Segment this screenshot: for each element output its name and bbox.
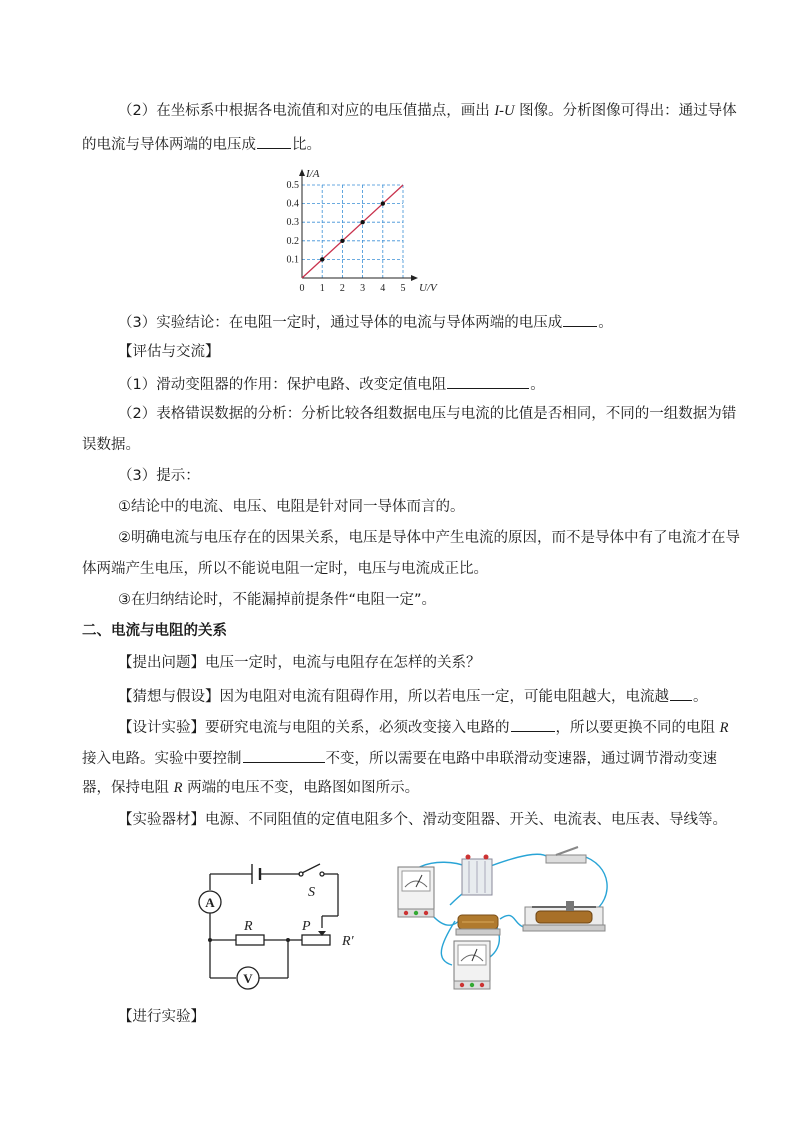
- paragraph-2-line-2: [82, 133, 321, 155]
- y-tick-label: 0.2: [286, 235, 299, 247]
- data-point: [381, 201, 385, 205]
- resistor-label: R: [244, 919, 253, 934]
- text: 电源、不同阻值的定值电阻多个、滑动变阻器、开关、电流表、电压表、导线等。: [205, 812, 727, 828]
- x-tick-label: 4: [380, 283, 386, 294]
- y-tick-label: 0.5: [286, 180, 299, 191]
- answer-blank[interactable]: [511, 716, 555, 732]
- paragraph-2-line-1: [118, 101, 737, 121]
- x-tick-label: 1: [319, 283, 325, 294]
- answer-blank[interactable]: [447, 373, 529, 389]
- text: 接入电路。实验中要控制: [82, 751, 242, 767]
- apparatus-illustration: [380, 845, 620, 995]
- resistor-device: [456, 915, 500, 935]
- text: （3）实验结论：在电阻一定时，通过导体的电流与导体两端的电压成: [118, 315, 563, 331]
- text: （1）滑动变阻器的作用：保护电路、改变定值电阻: [118, 377, 447, 393]
- text: ，所以要更换不同的电阻: [555, 720, 720, 736]
- procedure-heading: 【进行实验】: [118, 1009, 205, 1025]
- slider-label: P: [302, 919, 311, 934]
- text: 两端的电压不变，电路图如图所示。: [182, 780, 420, 796]
- r-symbol: R: [173, 780, 183, 796]
- switch-label: S: [308, 885, 315, 900]
- text: 。: [693, 689, 708, 705]
- tip-3: ③在归纳结论时，不能漏掉前提条件“电阻一定”。: [118, 592, 437, 608]
- chart-series: [302, 185, 403, 278]
- answer-blank[interactable]: [243, 747, 325, 763]
- series-line: [302, 185, 403, 278]
- y-tick-label: 0.4: [286, 198, 299, 210]
- eval-item-2-line-1: （2）表格错误数据的分析：分析比较各组数据电压与电流的比值是否相同，不同的一组数据为错: [118, 406, 737, 422]
- tip-1: ①结论中的电流、电压、电阻是针对同一导体而言的。: [118, 499, 465, 515]
- section-heading: 二、电流与电阻的关系: [82, 623, 227, 639]
- x-tick-label: 2: [339, 283, 345, 294]
- data-point: [360, 220, 364, 224]
- iu-chart: [275, 165, 445, 300]
- answer-blank[interactable]: [257, 133, 291, 149]
- meter-1: [398, 867, 434, 917]
- x-axis-arrow: [411, 275, 418, 281]
- circuit-diagram: [190, 852, 370, 1002]
- y-axis-label: I/A: [306, 168, 320, 180]
- text: 。: [598, 315, 613, 331]
- hypothesis-line: [118, 685, 708, 707]
- text: 图像。分析图像可得出：通过导体: [514, 103, 737, 119]
- rheostat-label: R′: [342, 934, 354, 949]
- text: 的电流与导体两端的电压成: [82, 137, 256, 153]
- text: 要研究电流与电阻的关系，必须改变接入电路的: [205, 720, 510, 736]
- text: 。: [530, 377, 545, 393]
- design-line-3: [82, 778, 419, 798]
- x-tick-label: 5: [400, 283, 406, 294]
- x-tick-label: 0: [299, 283, 305, 294]
- iu-label: I-U: [494, 103, 515, 119]
- rheostat-device: [523, 901, 605, 931]
- ammeter-label: A: [205, 895, 215, 910]
- meter-2: [454, 941, 490, 989]
- conclusion-line: [118, 311, 613, 333]
- r-symbol: R: [719, 720, 729, 736]
- eval-item-1: [118, 373, 545, 395]
- text: 因为电阻对电流有阻碍作用，所以若电压一定，可能电阻越大，电流越: [219, 689, 669, 705]
- answer-blank[interactable]: [670, 685, 692, 701]
- text: 【提出问题】: [118, 655, 205, 671]
- y-tick-label: 0.1: [286, 254, 299, 266]
- tip-2-line-2: 体两端产生电压，所以不能说电阻一定时，电压与电流成正比。: [82, 561, 488, 577]
- eval-item-3: （3）提示：: [118, 468, 200, 484]
- question-line: [118, 653, 481, 673]
- text: 【设计实验】: [118, 720, 205, 736]
- y-tick-label: 0.3: [286, 217, 299, 229]
- switch-device: [546, 847, 586, 863]
- design-line-2: [82, 747, 717, 769]
- text: 不变，所以需要在电路中串联滑动变速器，通过调节滑动变速: [325, 751, 717, 767]
- voltmeter-label: V: [243, 971, 253, 986]
- x-axis-label: U/V: [419, 282, 437, 294]
- text: 【实验器材】: [118, 812, 205, 828]
- evaluation-heading: 【评估与交流】: [118, 344, 220, 360]
- text: 比。: [292, 137, 321, 153]
- data-point: [320, 257, 324, 261]
- tip-2-line-1: ②明确电流与电压存在的因果关系，电压是导体中产生电流的原因，而不是导体中有了电流才在导: [118, 530, 740, 546]
- eval-item-2-line-2: 误数据。: [82, 437, 140, 453]
- battery: [462, 855, 492, 896]
- data-point: [340, 239, 344, 243]
- x-tick-label: 3: [360, 283, 366, 294]
- text: （2）在坐标系中根据各电流值和对应的电压值描点，画出: [118, 103, 495, 119]
- text: 【猜想与假设】: [118, 689, 220, 705]
- text: 电压一定时，电流与电阻存在怎样的关系？: [205, 655, 481, 671]
- y-axis-arrow: [299, 169, 305, 176]
- design-line-1: [118, 716, 728, 738]
- text: 器，保持电阻: [82, 780, 174, 796]
- answer-blank[interactable]: [563, 311, 597, 327]
- materials-line: [118, 810, 727, 830]
